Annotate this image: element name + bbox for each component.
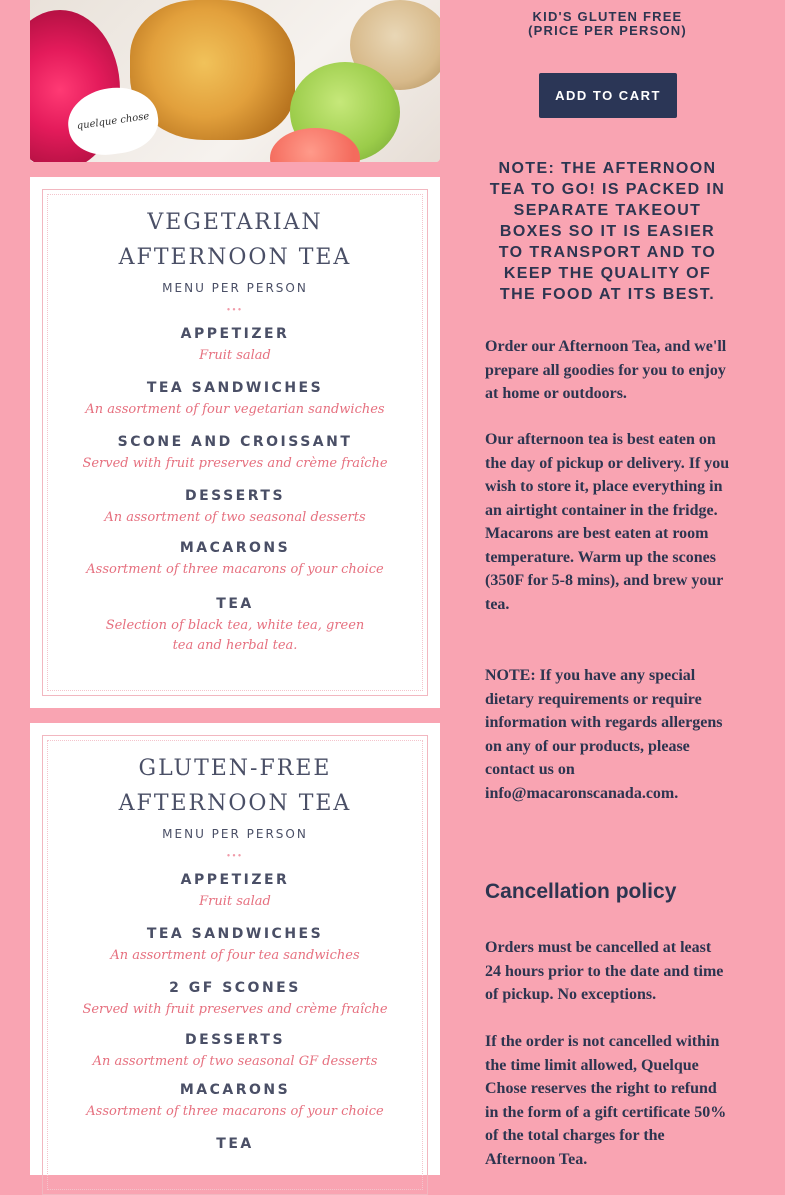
menu-title-line2: AFTERNOON TEA <box>118 245 352 270</box>
product-title-line2: (PRICE PER PERSON) <box>528 23 687 38</box>
menu-subtitle: MENU PER PERSON <box>162 281 308 295</box>
menu-section-heading: TEA <box>216 596 254 612</box>
cancellation-paragraph-1: Orders must be cancelled at least 24 hours prior to the date and time of pickup. No exceptions. <box>485 939 724 1003</box>
menu-section-desc: An assortment of four vegetarian sandwiches <box>85 402 385 417</box>
menu-section-desc: Served with fruit preserves and crème fraîche <box>82 456 388 471</box>
menu-section-heading: 2 GF SCONES <box>169 980 301 996</box>
menu-section-heading: MACARONS <box>179 1082 291 1098</box>
menu-title-line1: VEGETARIAN <box>147 210 323 235</box>
menu-section-heading: TEA <box>216 1136 254 1152</box>
menu-title-line1: GLUTEN-FREE <box>138 756 332 781</box>
menu-section-desc: Assortment of three macarons of your choice <box>86 1104 384 1119</box>
product-title <box>485 10 730 38</box>
menu-divider: ••• <box>226 851 244 862</box>
menu-section-desc: An assortment of two seasonal GF desserts <box>92 1054 378 1069</box>
gluten-free-menu-card[interactable] <box>30 723 440 1175</box>
menu-subtitle: MENU PER PERSON <box>162 827 308 841</box>
packing-note: NOTE: THE AFTERNOON TEA TO GO! IS PACKED IN SEPARATE TAKEOUT BOXES SO IT IS EASIER TO TRANSPORT AND TO KEEP THE QUALITY OF THE FOOD AT ITS BEST. <box>489 160 726 303</box>
vegetarian-menu-card[interactable] <box>30 177 440 708</box>
menu-section-heading: MACARONS <box>179 540 291 556</box>
menu-section-heading: DESSERTS <box>184 1032 286 1048</box>
logo-text: quelque chose <box>76 110 150 132</box>
menu-section-desc: Assortment of three macarons of your choice <box>86 562 384 577</box>
menu-section-heading: APPETIZER <box>180 326 290 342</box>
menu-section-desc: An assortment of four tea sandwiches <box>110 948 360 963</box>
menu-section-desc: Selection of black tea, white tea, green tea and herbal tea. <box>105 618 365 653</box>
cancellation-heading: Cancellation policy <box>485 880 677 903</box>
add-to-cart-button[interactable]: ADD TO CART <box>539 73 677 118</box>
menu-section-heading: TEA SANDWICHES <box>146 926 324 942</box>
menu-divider: ••• <box>226 305 244 316</box>
description-paragraph-1: Order our Afternoon Tea, and we'll prepare all goodies for you to enjoy at home or outdoors. <box>485 338 727 402</box>
menu-section-desc: Fruit salad <box>199 894 271 909</box>
menu-section-heading: DESSERTS <box>184 488 286 504</box>
product-photo[interactable] <box>30 0 440 162</box>
menu-section-desc: Fruit salad <box>199 348 271 363</box>
description-paragraph-2: Our afternoon tea is best eaten on the day of pickup or delivery. If you wish to store it, place everything in an airtight container in the fridge. Macarons are best eaten at room temperature. Warm up the scones (350F for 5-8 mins), and brew your tea. <box>485 431 730 613</box>
cancellation-paragraph-2: If the order is not cancelled within the time limit allowed, Quelque Chose reserves the right to refund in the form of a gift certificate 50% of the total charges for the Afternoon Tea. <box>485 1033 727 1168</box>
menu-section-heading: TEA SANDWICHES <box>146 380 324 396</box>
dietary-note: NOTE: If you have any special dietary requirements or require information with regards allergens on any of our products, please contact us on info@macaronscanada.com. <box>485 667 723 802</box>
menu-section-desc: An assortment of two seasonal desserts <box>104 510 366 525</box>
product-title-line1: KID'S GLUTEN FREE <box>532 9 683 24</box>
menu-title-line2: AFTERNOON TEA <box>118 791 352 816</box>
menu-section-heading: SCONE AND CROISSANT <box>117 434 353 450</box>
menu-section-desc: Served with fruit preserves and crème fraîche <box>82 1002 388 1017</box>
menu-section-heading: APPETIZER <box>180 872 290 888</box>
